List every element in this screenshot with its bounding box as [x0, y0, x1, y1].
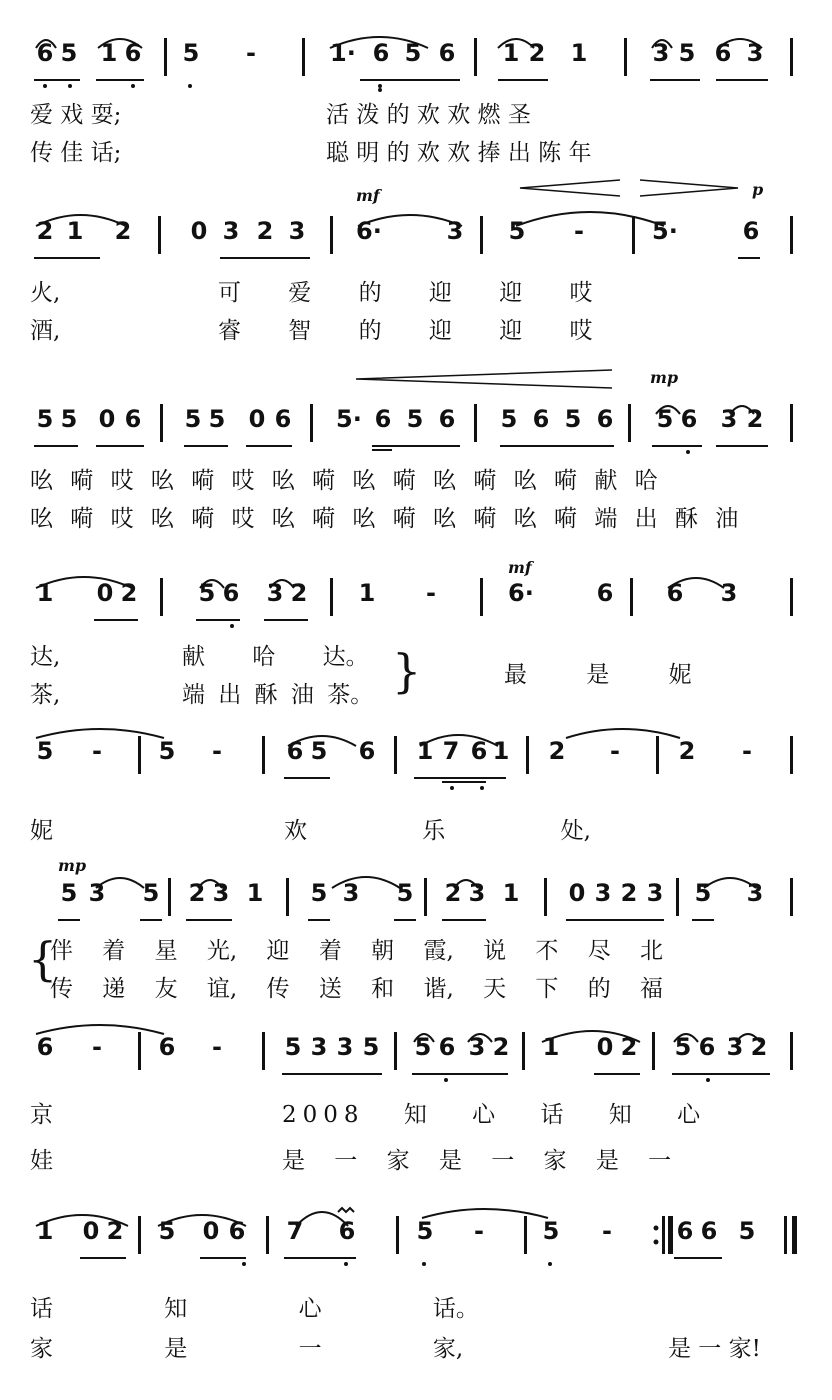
lyric-line: 吆 嗬 哎 吆 嗬 哎 吆 嗬 吆 嗬 吆 嗬 吆 嗬 献 哈 — [30, 468, 658, 494]
dynamic-p: p — [752, 180, 764, 199]
lyric-line: 欢 乐 处, — [284, 818, 591, 844]
lyric-line: 可 爱 的 迎 迎 哎 — [218, 280, 593, 306]
lyric-line: 京 — [30, 1102, 53, 1128]
lyric-line: 2008 知 心 话 知 心 — [282, 1102, 707, 1128]
lyric-line: 茶, — [30, 682, 61, 708]
lyric-line: 献 哈 达。 — [182, 644, 369, 670]
lyric-line: 爱 戏 耍; — [30, 102, 122, 128]
lyric-line: 是 一 家! — [668, 1336, 761, 1362]
lyric-line: 伴 着 星 光, 迎 着 朝 霞, 说 不 尽 北 — [50, 938, 664, 964]
brace: } — [392, 644, 422, 698]
lyric-line: 火, — [30, 280, 61, 306]
lyric-line: 吆 嗬 哎 吆 嗬 哎 吆 嗬 吆 嗬 吆 嗬 吆 嗬 端 出 酥 油 — [30, 506, 739, 532]
brace: { — [28, 932, 58, 986]
lyric-line: 酒, — [30, 318, 61, 344]
dynamic-mf: mf — [508, 558, 532, 577]
lyric-line: 娃 — [30, 1148, 53, 1174]
lyric-line: 家 是 一 家, — [30, 1336, 464, 1362]
lyric-line: 端 出 酥 油 茶。 — [182, 682, 374, 708]
lyric-line: 传 佳 话; — [30, 140, 122, 166]
lyric-line: 话 知 心 话。 — [30, 1296, 479, 1322]
lyric-line: 睿 智 的 迎 迎 哎 — [218, 318, 593, 344]
lyric-line: 是 一 家 是 一 家 是 一 — [282, 1148, 672, 1174]
lyric-line: 妮 — [30, 818, 53, 844]
dynamic-mf: mf — [356, 186, 380, 205]
lyric-line: 最 是 妮 — [504, 662, 692, 688]
lyric-line: 传 递 友 谊, 传 送 和 谐, 天 下 的 福 — [50, 976, 664, 1002]
lyric-line: 活 泼 的 欢 欢 燃 圣 — [326, 102, 531, 128]
lyric-line: 聪 明 的 欢 欢 捧 出 陈 年 — [326, 140, 592, 166]
lyric-line: 达, — [30, 644, 61, 670]
dynamic-mp: mp — [58, 856, 87, 875]
dynamic-mp: mp — [650, 368, 679, 387]
